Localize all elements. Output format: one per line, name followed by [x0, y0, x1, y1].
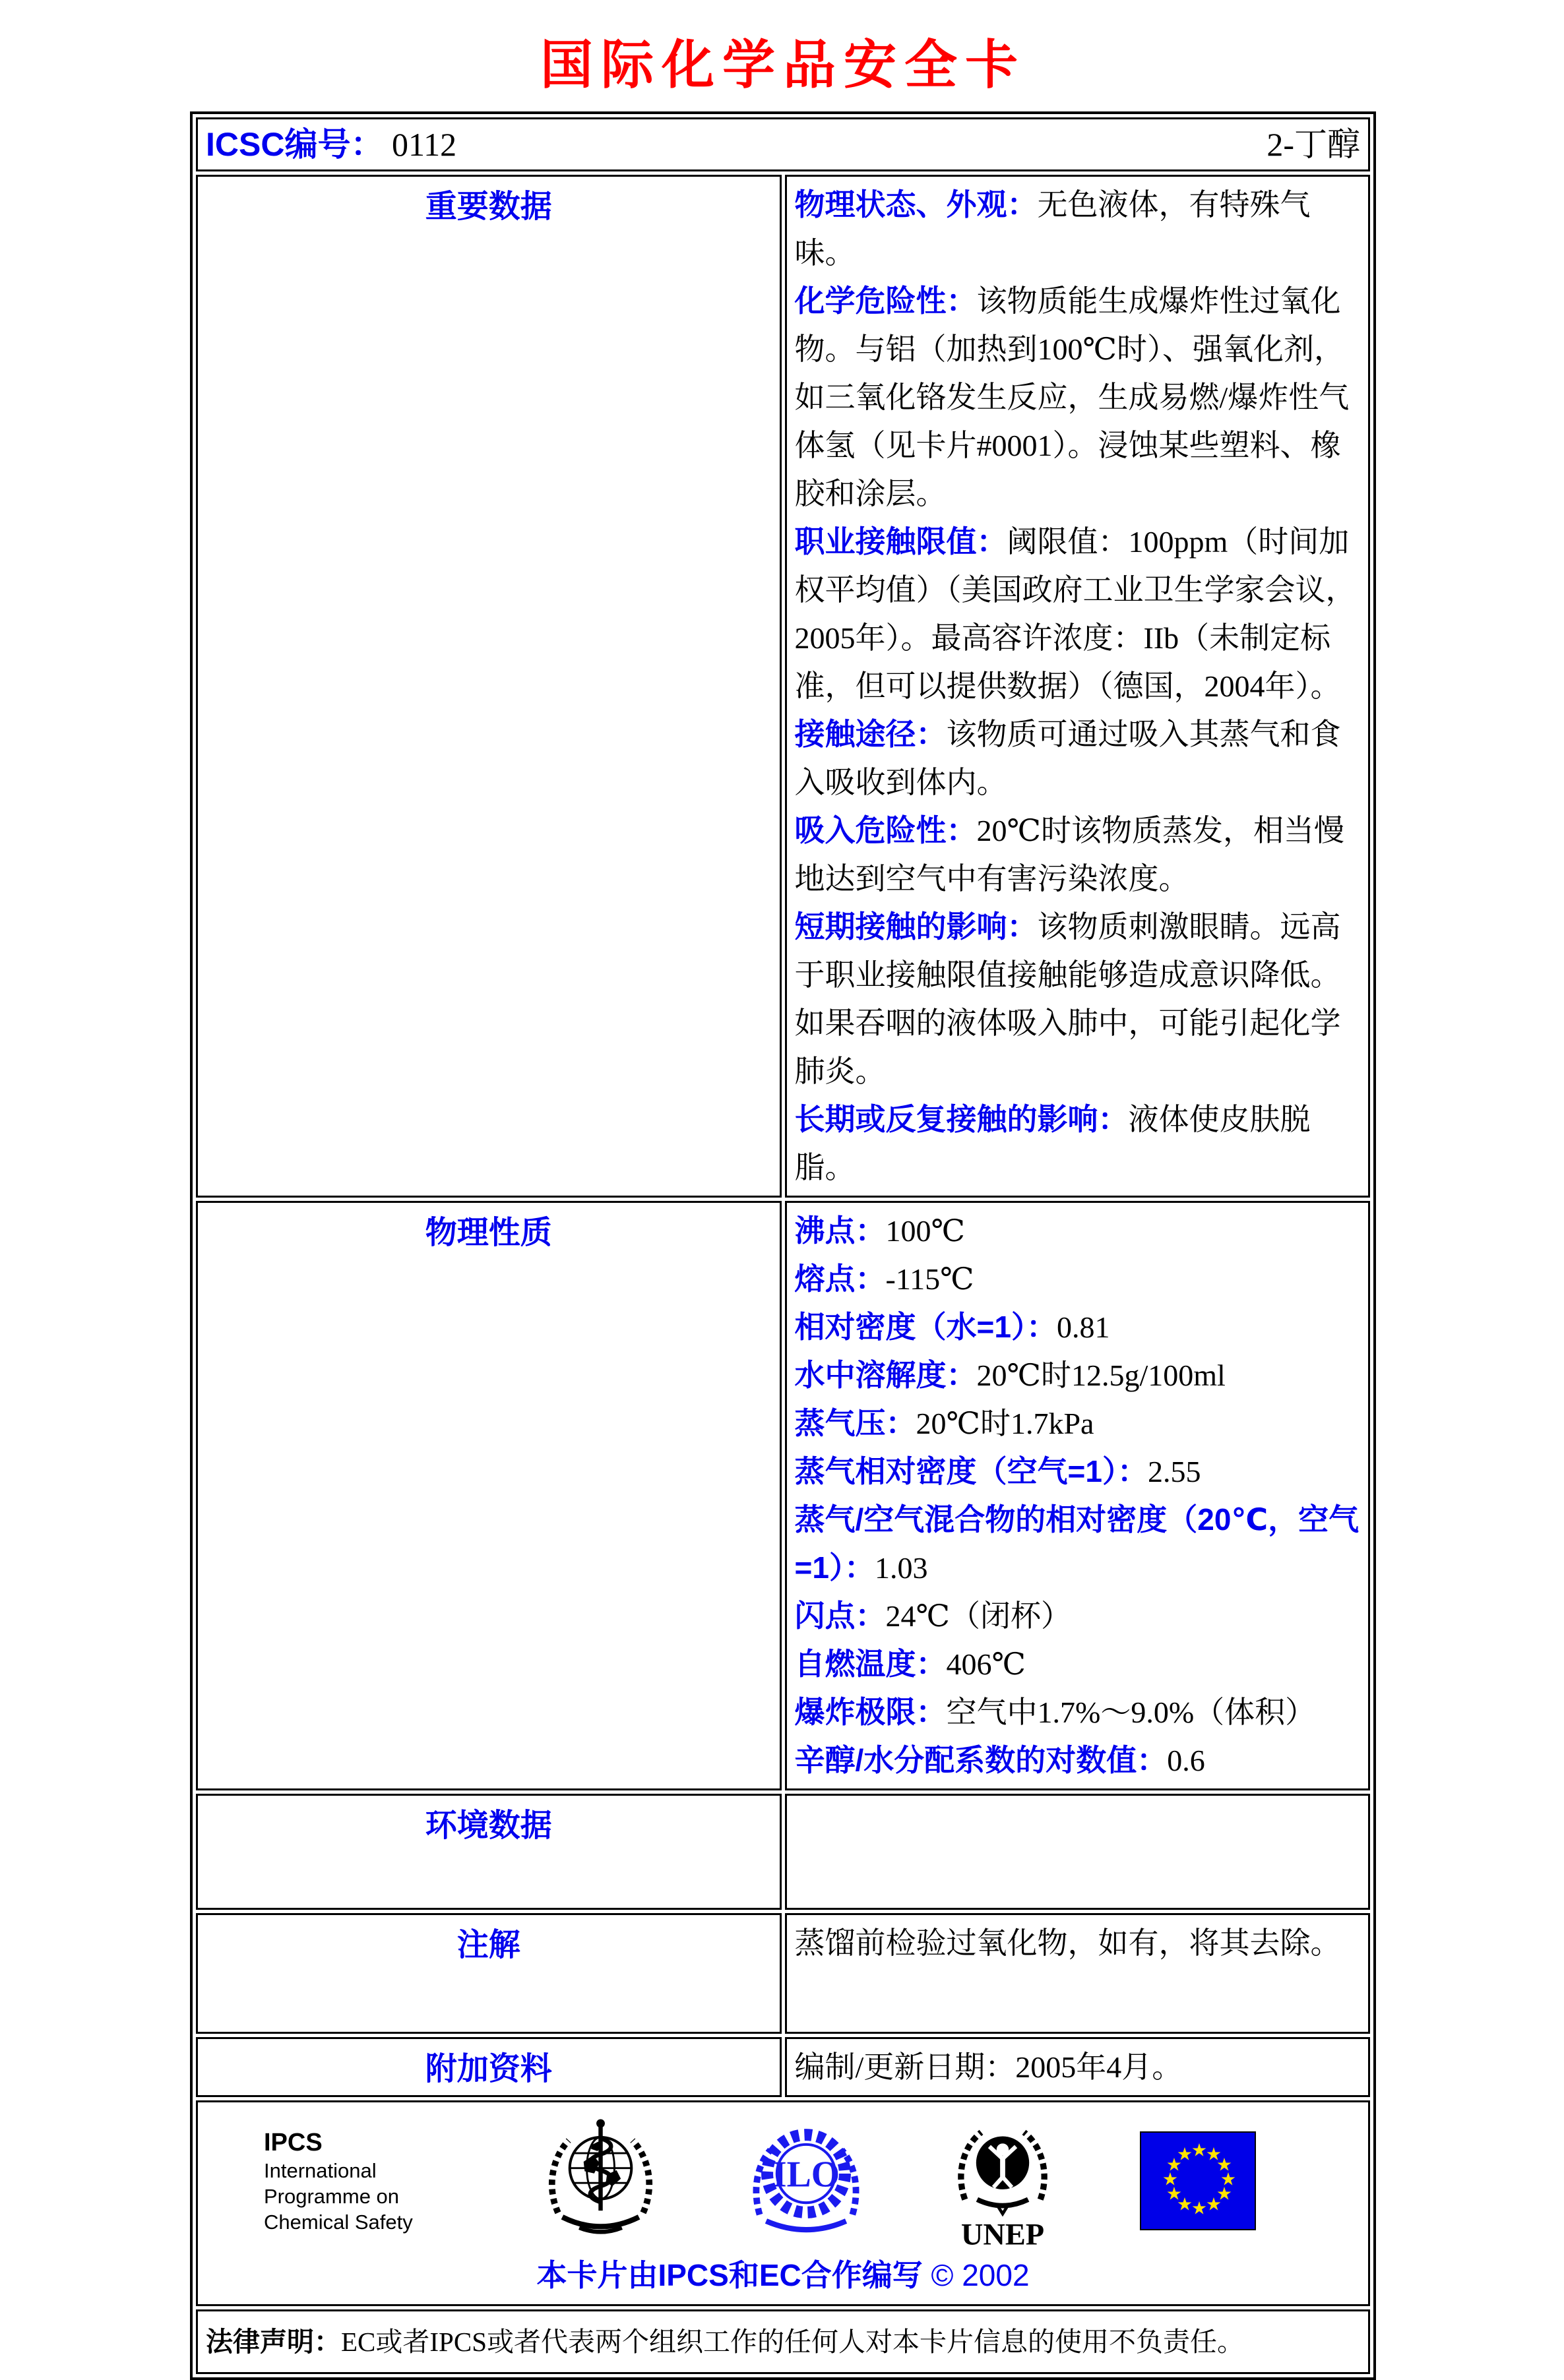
legal-text: EC或者IPCS或者代表两个组织工作的任何人对本卡片信息的使用不负责任。 [341, 2327, 1244, 2357]
important-data-content [785, 175, 1371, 1198]
property-line: 自燃温度：406℃ [794, 1647, 1026, 1681]
important-data-label-cell [196, 175, 782, 1198]
important-item: 职业接触限值：阈限值：100ppm（时间加权平均值）（美国政府工业卫生学家会议，2005年）。最高容许浓度：IIb（未制定标准，但可以提供数据）（德国，2004年）。 [794, 524, 1356, 703]
eu-flag-icon: ★ ★ ★ ★ ★ ★ ★ ★ ★ ★ ★ ★ [1140, 2131, 1256, 2230]
header-cell [196, 117, 1370, 171]
ilo-letters: ILO [772, 2154, 840, 2195]
notes-label-cell [196, 1913, 782, 2034]
footer-row [196, 2100, 1370, 2306]
important-item: 化学危险性：该物质能生成爆炸性过氧化物。与铝（加热到100℃时）、强氧化剂，如三氧化铬发生反应，生成易燃/爆炸性气体氢（见卡片#0001）。浸蚀某些塑料、橡胶和涂层。 [794, 284, 1350, 510]
ipcs-line: International [264, 2158, 377, 2182]
physical-properties-row [196, 1201, 1370, 1790]
legal-row [196, 2309, 1370, 2374]
who-logo-icon [536, 2115, 665, 2247]
ipcs-line: Chemical Safety [264, 2210, 413, 2234]
environmental-data-label-cell [196, 1794, 782, 1910]
logo-strip [198, 2109, 1368, 2247]
property-line: 辛醇/水分配系数的对数值：0.6 [794, 1743, 1205, 1777]
important-item: 短期接触的影响：该物质刺激眼睛。远高于职业接触限值接触能够造成意识降低。如果吞咽的液体吸入肺中，可能引起化学肺炎。 [794, 909, 1341, 1088]
physical-properties-content [785, 1201, 1371, 1790]
section-label-notes: 注解 [456, 1928, 520, 1963]
footer-copyright: © 2002 [931, 2258, 1030, 2292]
additional-info-content [785, 2037, 1371, 2097]
section-label-environmental-data: 环境数据 [425, 1808, 552, 1843]
ipcs-text-block [264, 2127, 455, 2235]
important-data-row [196, 175, 1370, 1198]
footer-caption-text: 本卡片由IPCS和EC合作编写 [536, 2258, 923, 2292]
property-line: 相对密度（水=1）：0.81 [794, 1310, 1110, 1344]
important-item: 物理状态、外观：无色液体，有特殊气味。 [794, 187, 1311, 270]
notes-content [785, 1913, 1371, 2034]
property-line: 闪点：24℃（闭杯） [794, 1599, 1071, 1633]
icsc-number-value: 0112 [391, 126, 457, 163]
footer-caption [198, 2247, 1368, 2300]
environmental-data-row [196, 1794, 1370, 1910]
section-label-physical-properties: 物理性质 [425, 1215, 552, 1250]
property-line: 爆炸极限：空气中1.7%～9.0%（体积） [794, 1695, 1316, 1729]
property-line: 蒸气相对密度（空气=1）：2.55 [794, 1454, 1201, 1488]
additional-info-row [196, 2037, 1370, 2097]
legal-cell [196, 2309, 1370, 2374]
notes-row [196, 1913, 1370, 2034]
unep-logo-icon [947, 2114, 1059, 2249]
important-item: 长期或反复接触的影响：液体使皮肤脱脂。 [794, 1102, 1311, 1184]
icsc-number-label: ICSC编号： [206, 126, 384, 163]
important-item: 接触途径：该物质可通过吸入其蒸气和食入吸收到体内。 [794, 717, 1341, 799]
property-line: 水中溶解度：20℃时12.5g/100ml [794, 1358, 1226, 1392]
footer-cell [196, 2100, 1370, 2306]
unep-letters: UNEP [960, 2217, 1044, 2249]
property-line: 熔点：-115℃ [794, 1262, 974, 1296]
ipcs-line: Programme on [264, 2184, 400, 2208]
property-line: 蒸气压：20℃时1.7kPa [794, 1406, 1094, 1440]
section-label-additional-info: 附加资料 [425, 2052, 552, 2087]
chemical-name: 2-丁醇 [1267, 126, 1360, 163]
property-line: 沸点：100℃ [794, 1213, 965, 1248]
header-row [196, 117, 1370, 171]
icsc-number-group [206, 123, 456, 166]
physical-properties-label-cell [196, 1201, 782, 1790]
ipcs-acronym: IPCS [264, 2128, 323, 2156]
important-item: 吸入危险性：20℃时该物质蒸发，相当慢地达到空气中有害污染浓度。 [794, 813, 1344, 896]
additional-info-text: 编制/更新日期：2005年4月。 [794, 2050, 1183, 2084]
icsc-card-table [190, 111, 1376, 2380]
page-title: 国际化学品安全卡 [540, 37, 1026, 95]
additional-info-label-cell [196, 2037, 782, 2097]
notes-text: 蒸馏前检验过氧化物，如有，将其去除。 [794, 1926, 1341, 1960]
section-label-important-data: 重要数据 [425, 189, 552, 224]
property-line: 蒸气/空气混合物的相对密度（20℃，空气=1）：1.03 [794, 1502, 1360, 1585]
legal-label: 法律声明： [206, 2327, 341, 2357]
environmental-data-content [785, 1794, 1371, 1910]
ilo-logo-icon [747, 2117, 865, 2245]
